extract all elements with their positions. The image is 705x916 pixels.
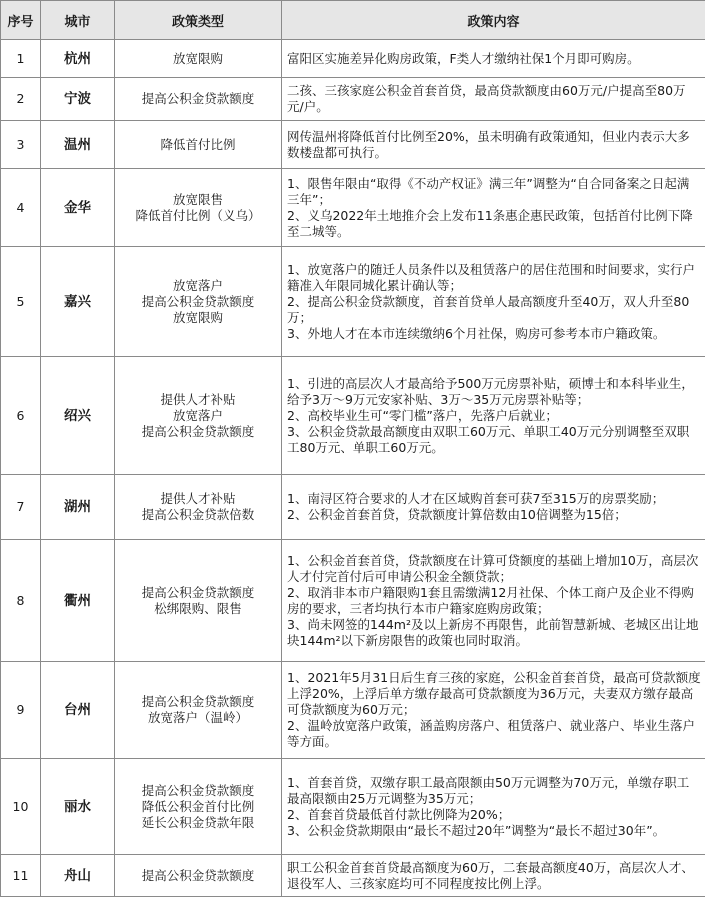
row-index: 6: [1, 357, 41, 475]
policy-type-line: 放宽限购: [172, 309, 223, 325]
policy-type-line: 放宽限购: [172, 50, 223, 66]
row-city: 丽水: [41, 759, 115, 855]
row-city: 衢州: [41, 540, 115, 662]
policy-content-line: 3、公积金贷款最高额度由双职工60万元、单职工40万元分别调整至双职工80万元、单职工60万元。: [287, 423, 690, 455]
row-policy-type: [115, 121, 282, 169]
policy-content-line: 富阳区实施差异化购房政策，F类人才缴纳社保1个月即可购房。: [287, 50, 640, 66]
table-row: [1, 247, 705, 357]
policy-type-line: 延长公积金贷款年限: [141, 814, 255, 830]
policy-type-line: 提高公积金贷款额度: [141, 293, 255, 309]
table-row: [1, 40, 705, 78]
policy-content-line: 1、放宽落户的随迁人员条件以及租赁落户的居住范围和时间要求，实行户籍准入年限同城化累计确认等；: [287, 261, 695, 293]
policy-type-line: 放宽限售: [172, 191, 223, 207]
policy-content-line: 职工公积金首套首贷最高额度为60万，二套最高额度40万，高层次人才、退役军人、三孩家庭均可不同程度按比例上浮。: [287, 859, 694, 891]
row-policy-content: [282, 169, 705, 247]
row-policy-type: [115, 247, 282, 357]
row-policy-content: [282, 759, 705, 855]
row-policy-content: [282, 40, 705, 78]
policy-type-line: 提高公积金贷款倍数: [141, 507, 255, 522]
row-index: 5: [1, 247, 41, 357]
policy-content-line: 1、首套首贷，双缴存职工最高限额由50万元调整为70万元，单缴存职工最高限额由25万元调整为35万元；: [287, 774, 690, 806]
table-row: [1, 855, 705, 897]
row-policy-content: [282, 475, 705, 540]
row-policy-content: [282, 662, 705, 759]
row-policy-type: [115, 357, 282, 475]
row-city: 台州: [41, 662, 115, 759]
policy-content-line: 二孩、三孩家庭公积金首套首贷，最高贷款额度由60万元/户提高至80万元/户。: [287, 83, 686, 114]
row-policy-content: [282, 78, 705, 121]
policy-type-line: 提供人才补贴: [160, 391, 236, 407]
row-policy-type: [115, 475, 282, 540]
policy-content-line: 1、限售年限由“取得《不动产权证》满三年”调整为“自合同备案之日起满三年”；: [287, 175, 690, 207]
policy-type-line: 降低公积金首付比例: [141, 798, 255, 814]
row-index: 1: [1, 40, 41, 78]
row-policy-type: [115, 40, 282, 78]
table-row: [1, 169, 705, 247]
row-policy-type: [115, 169, 282, 247]
policy-type-line: 提高公积金贷款额度: [141, 91, 255, 106]
policy-type-line: 放宽落户: [172, 277, 223, 293]
table-row: [1, 78, 705, 121]
policy-content-line: 2、高校毕业生可“零门槛”落户，先落户后就业；: [287, 407, 558, 423]
policy-content-line: 3、外地人才在本市连续缴纳6个月社保，购房可参考本市户籍政策。: [287, 325, 666, 341]
row-policy-content: [282, 357, 705, 475]
row-policy-content: [282, 247, 705, 357]
row-policy-type: [115, 855, 282, 897]
row-policy-content: [282, 121, 705, 169]
row-city: 杭州: [41, 40, 115, 78]
policy-type-line: 放宽落户（温岭）: [147, 710, 248, 725]
policy-type-line: 提高公积金贷款额度: [141, 694, 255, 709]
row-city: 温州: [41, 121, 115, 169]
row-policy-content: [282, 855, 705, 897]
policy-content-line: 2、取消非本市户籍限购1套且需缴满12月社保、个体工商户及企业不得购房的要求，三者均执行本市户籍家庭购房政策；: [287, 584, 694, 616]
table-row: [1, 662, 705, 759]
policy-content-line: 1、公积金首套首贷，贷款额度在计算可贷额度的基础上增加10万，高层次人才付完首付后可申请公积金全额贷款；: [287, 552, 699, 584]
row-city: 湖州: [41, 475, 115, 540]
policy-type-line: 提供人才补贴: [160, 491, 236, 506]
policy-content-line: 2、首套首贷最低首付款比例降为20%；: [287, 806, 511, 822]
policy-type-line: 松绑限购、限售: [154, 600, 242, 616]
policy-content-line: 3、尚未网签的144m²及以上新房不再限售，此前智慧新城、老城区出让地块144m²以下新房限售的政策也同时取消。: [287, 616, 699, 648]
table-row: [1, 357, 705, 475]
row-index: 9: [1, 662, 41, 759]
row-city: 舟山: [41, 855, 115, 897]
table-row: [1, 475, 705, 540]
row-index: 8: [1, 540, 41, 662]
table-row: [1, 540, 705, 662]
row-policy-type: [115, 78, 282, 121]
policy-content-line: 2、义乌2022年土地推介会上发布11条惠企惠民政策，包括首付比例下降至二城等。: [287, 207, 693, 239]
row-city: 嘉兴: [41, 247, 115, 357]
policy-type-line: 降低首付比例（义乌）: [135, 207, 261, 223]
row-city: 金华: [41, 169, 115, 247]
policy-type-line: 降低首付比例: [160, 136, 236, 152]
header-row: [1, 1, 705, 40]
row-policy-type: [115, 759, 282, 855]
policy-type-line: 提高公积金贷款额度: [141, 782, 255, 798]
row-index: 4: [1, 169, 41, 247]
header-city: 城市: [41, 1, 115, 40]
row-policy-type: [115, 540, 282, 662]
policy-content-line: 1、引进的高层次人才最高给予500万元房票补贴，硕博士和本科毕业生，给予3万～9万元安家补贴、3万～35万元房票补贴等；: [287, 375, 694, 407]
row-index: 10: [1, 759, 41, 855]
policy-content-line: 3、公积金贷款期限由“最长不超过20年”调整为“最长不超过30年”。: [287, 822, 666, 838]
row-index: 3: [1, 121, 41, 169]
policy-type-line: 放宽落户: [172, 407, 223, 423]
row-policy-content: [282, 540, 705, 662]
row-policy-type: [115, 662, 282, 759]
row-index: 7: [1, 475, 41, 540]
policy-content-line: 网传温州将降低首付比例至20%，虽未明确有政策通知，但业内表示大多数楼盘都可执行。: [287, 128, 690, 160]
policy-content-line: 2、公积金首套首贷，贷款额度计算倍数由10倍调整为15倍；: [287, 507, 627, 522]
table-row: [1, 759, 705, 855]
row-index: 11: [1, 855, 41, 897]
row-city: 绍兴: [41, 357, 115, 475]
table-row: [1, 121, 705, 169]
policy-type-line: 提高公积金贷款额度: [141, 584, 255, 600]
policy-content-line: 1、2021年5月31日后生育三孩的家庭，公积金首套首贷，最高可贷款额度上浮20%，上浮后单方缴存最高可贷款额度为36万元，夫妻双方缴存最高可贷款额度为60万元；: [287, 670, 701, 717]
header-index: 序号: [1, 1, 41, 40]
policy-content-line: 1、南浔区符合要求的人才在区域购首套可获7至315万的房票奖励；: [287, 491, 665, 506]
policy-content-line: 2、提高公积金贷款额度，首套首贷单人最高额度升至40万，双人升至80万；: [287, 293, 690, 325]
policy-content-line: 2、温岭放宽落户政策，涵盖购房落户、租赁落户、就业落户、毕业生落户等方面。: [287, 718, 695, 749]
header-policy-content: 政策内容: [282, 1, 705, 40]
row-city: 宁波: [41, 78, 115, 121]
policy-type-line: 提高公积金贷款额度: [141, 867, 255, 883]
policy-type-line: 提高公积金贷款额度: [141, 423, 255, 439]
header-policy-type: 政策类型: [115, 1, 282, 40]
row-index: 2: [1, 78, 41, 121]
